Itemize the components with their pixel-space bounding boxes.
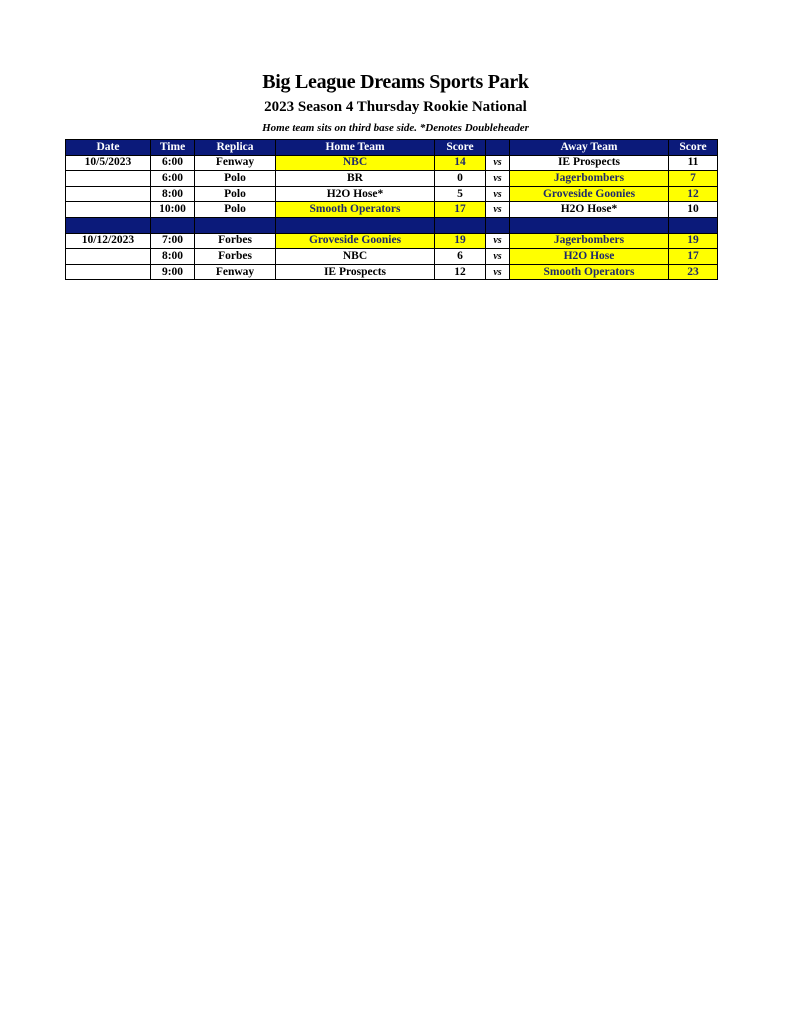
table-row [66, 233, 718, 249]
away-team: IE Prospects [510, 155, 669, 171]
away-score: 23 [669, 264, 718, 280]
game-time: 10:00 [151, 202, 195, 218]
game-replica-field: Fenway [195, 155, 276, 171]
game-date [66, 264, 151, 280]
table-header-row [66, 140, 718, 156]
away-score: 10 [669, 202, 718, 218]
away-score: 12 [669, 186, 718, 202]
away-score: 7 [669, 171, 718, 187]
away-team: Groveside Goonies [510, 186, 669, 202]
game-date [66, 171, 151, 187]
game-replica-field: Forbes [195, 249, 276, 265]
game-replica-field: Polo [195, 171, 276, 187]
away-team: Smooth Operators [510, 264, 669, 280]
away-team: H2O Hose [510, 249, 669, 265]
home-team: BR [276, 171, 435, 187]
game-date [66, 202, 151, 218]
game-replica-field: Polo [195, 202, 276, 218]
vs-label: vs [486, 186, 510, 202]
home-team: Groveside Goonies [276, 233, 435, 249]
vs-label: vs [486, 249, 510, 265]
page-title: Big League Dreams Sports Park [262, 71, 529, 93]
game-date [66, 249, 151, 265]
game-time: 6:00 [151, 155, 195, 171]
week1-games [66, 155, 718, 217]
week2-games [66, 233, 718, 280]
game-date [66, 186, 151, 202]
game-time: 8:00 [151, 249, 195, 265]
away-team: H2O Hose* [510, 202, 669, 218]
home-score: 19 [435, 233, 486, 249]
away-team: Jagerbombers [510, 233, 669, 249]
home-team: IE Prospects [276, 264, 435, 280]
away-team: Jagerbombers [510, 171, 669, 187]
home-score: 17 [435, 202, 486, 218]
table-row [66, 186, 718, 202]
home-team-note: Home team sits on third base side. *Denotes Doubleheader [262, 122, 529, 134]
page-subtitle: 2023 Season 4 Thursday Rookie National [264, 99, 527, 115]
week-separator-row [66, 217, 718, 233]
game-time: 9:00 [151, 264, 195, 280]
vs-label: vs [486, 264, 510, 280]
home-score: 14 [435, 155, 486, 171]
schedule-table [65, 139, 718, 280]
table-row [66, 155, 718, 171]
home-score: 5 [435, 186, 486, 202]
col-header-vs [486, 140, 510, 156]
col-header-home-team: Home Team [276, 140, 435, 156]
away-score: 17 [669, 249, 718, 265]
game-date: 10/5/2023 [66, 155, 151, 171]
table-row [66, 202, 718, 218]
home-team: NBC [276, 249, 435, 265]
game-time: 7:00 [151, 233, 195, 249]
home-team: NBC [276, 155, 435, 171]
col-header-home-score: Score [435, 140, 486, 156]
game-time: 8:00 [151, 186, 195, 202]
table-row [66, 171, 718, 187]
home-team: Smooth Operators [276, 202, 435, 218]
table-row [66, 249, 718, 265]
home-team: H2O Hose* [276, 186, 435, 202]
col-header-time: Time [151, 140, 195, 156]
game-replica-field: Fenway [195, 264, 276, 280]
vs-label: vs [486, 202, 510, 218]
table-row [66, 264, 718, 280]
away-score: 19 [669, 233, 718, 249]
game-date: 10/12/2023 [66, 233, 151, 249]
home-score: 12 [435, 264, 486, 280]
game-replica-field: Forbes [195, 233, 276, 249]
vs-label: vs [486, 155, 510, 171]
col-header-away-score: Score [669, 140, 718, 156]
col-header-date: Date [66, 140, 151, 156]
col-header-away-team: Away Team [510, 140, 669, 156]
home-score: 0 [435, 171, 486, 187]
game-replica-field: Polo [195, 186, 276, 202]
home-score: 6 [435, 249, 486, 265]
vs-label: vs [486, 233, 510, 249]
away-score: 11 [669, 155, 718, 171]
col-header-replica: Replica [195, 140, 276, 156]
vs-label: vs [486, 171, 510, 187]
game-time: 6:00 [151, 171, 195, 187]
